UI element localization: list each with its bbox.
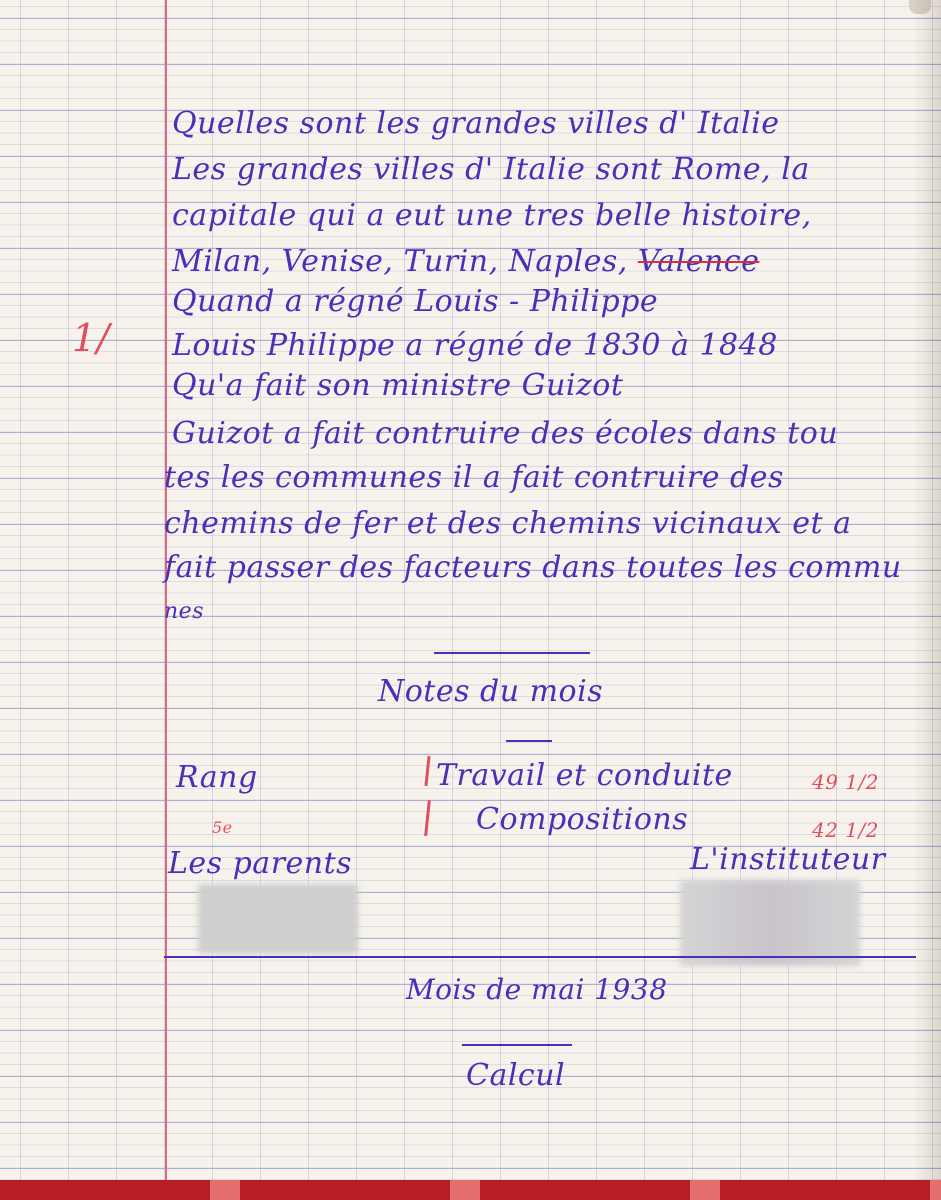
section-rule — [434, 652, 590, 654]
parents-signature-redacted — [198, 884, 358, 954]
text-line-9: tes les communes il a fait contruire des — [164, 460, 784, 495]
notebook-cover-edge — [0, 1180, 941, 1200]
instituteur-signature-redacted — [680, 880, 860, 966]
divider-rule — [164, 956, 916, 958]
month-heading: Mois de mai 1938 — [406, 973, 668, 1006]
page-notch — [909, 0, 931, 14]
text-line-10: chemins de fer et des chemins vicinaux et a — [164, 506, 852, 541]
text-line-12: nes — [164, 599, 204, 624]
bracket-mark-2 — [424, 800, 431, 836]
text-line-2: Les grandes villes d' Italie sont Rome, la — [172, 152, 810, 187]
text-line-8: Guizot a fait contruire des écoles dans tou — [172, 416, 839, 451]
margin-line — [165, 0, 167, 1180]
bracket-mark-1 — [424, 756, 430, 786]
struck-word: Valence — [637, 244, 760, 279]
rang-value: 5e — [212, 818, 233, 837]
compositions-score: 42 1/2 — [812, 818, 879, 842]
rang-label: Rang — [176, 760, 258, 795]
margin-grade-mark: 1/ — [72, 316, 110, 360]
small-rule — [506, 740, 552, 742]
text-line-1: Quelles sont les grandes villes d' Italie — [172, 106, 780, 141]
text-line-4-content: Milan, Venise, Turin, Naples, — [172, 244, 628, 279]
title-rule — [462, 1044, 572, 1046]
text-line-4 — [172, 242, 759, 282]
text-line-11: fait passer des facteurs dans toutes les commu — [164, 550, 902, 585]
text-line-6: Louis Philippe a régné de 1830 à 1848 — [172, 328, 778, 363]
text-line-3: capitale qui a eut une tres belle histoire, — [172, 198, 812, 233]
travail-label: Travail et conduite — [436, 758, 733, 793]
parents-label: Les parents — [168, 846, 353, 881]
text-line-7: Qu'a fait son ministre Guizot — [172, 368, 624, 403]
next-title: Calcul — [466, 1058, 566, 1093]
travail-score: 49 1/2 — [812, 770, 879, 794]
instituteur-label: L'instituteur — [690, 842, 886, 877]
notes-title: Notes du mois — [378, 674, 604, 709]
compositions-label: Compositions — [476, 802, 689, 837]
text-line-5: Quand a régné Louis - Philippe — [172, 284, 659, 319]
